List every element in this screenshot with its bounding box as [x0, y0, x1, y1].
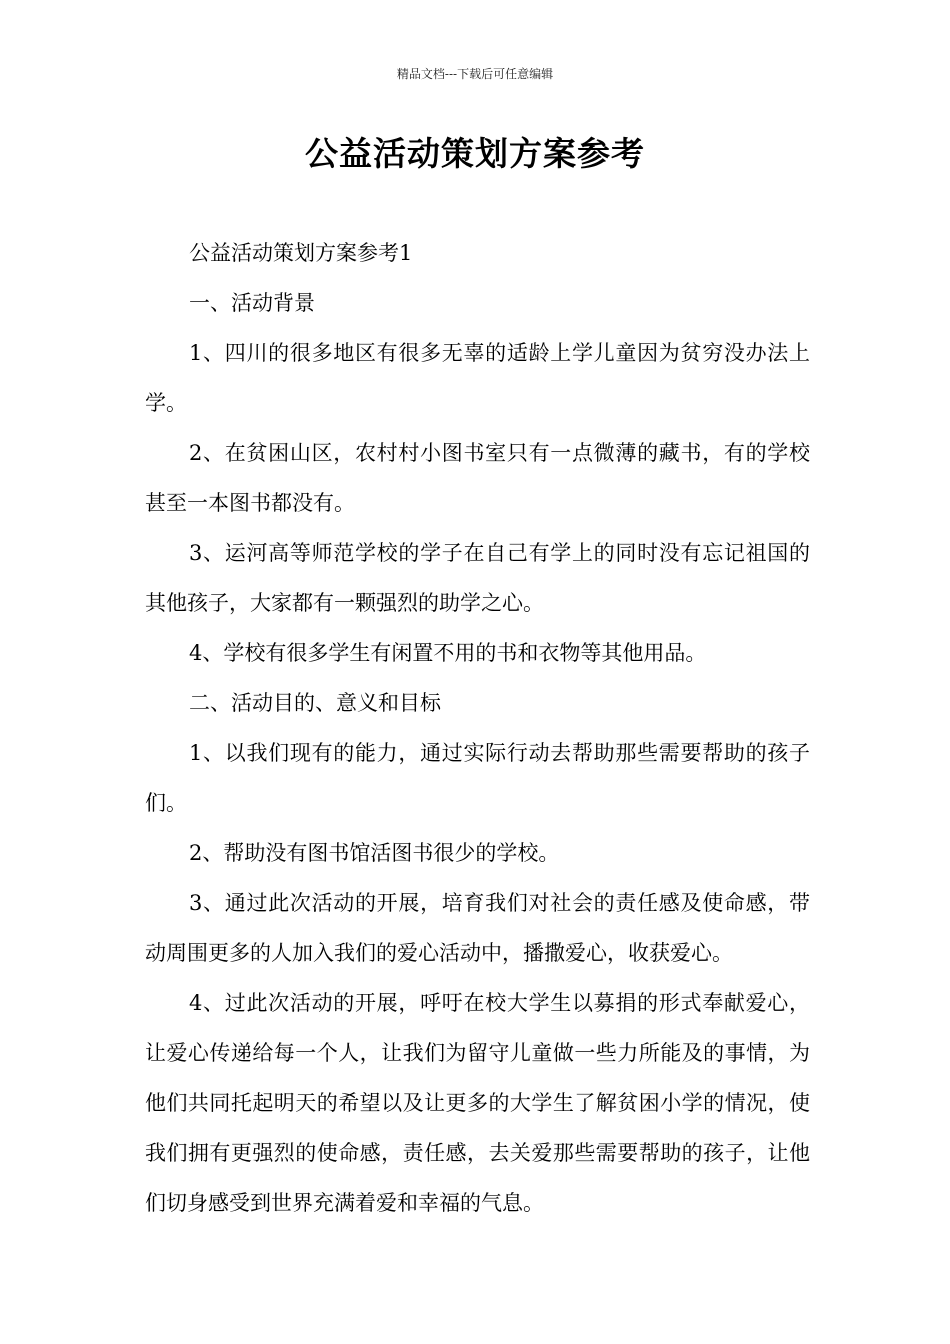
paragraph: 4、过此次活动的开展，呼吁在校大学生以募捐的形式奉献爱心，让爱心传递给每一个人，让我们为留守儿童做一些力所能及的事情，为他们共同托起明天的希望以及让更多的大学生了解贫困小学的情况，使我们拥有更强烈的使命感，责任感，去关爱那些需要帮助的孩子，让他们切身感受到世界充满着爱和幸福的气息。: [145, 991, 810, 1215]
paragraph: 3、运河高等师范学校的学子在自己有学上的同时没有忘记祖国的其他孩子，大家都有一颗强烈的助学之心。: [145, 541, 810, 615]
subsection-heading: 一、活动背景: [189, 291, 315, 315]
paragraph: 2、帮助没有图书馆活图书很少的学校。: [189, 841, 560, 865]
paragraph: 4、学校有很多学生有闲置不用的书和衣物等其他用品。: [189, 641, 707, 665]
paragraph: 3、通过此次活动的开展，培育我们对社会的责任感及使命感，带动周围更多的人加入我们的爱心活动中，播撒爱心，收获爱心。: [145, 891, 810, 965]
section-heading: 公益活动策划方案参考1: [189, 241, 413, 265]
header-note: 精品文档---下载后可任意编辑: [396, 67, 554, 81]
paragraph: 1、以我们现有的能力，通过实际行动去帮助那些需要帮助的孩子们。: [145, 741, 810, 815]
paragraph: 1、四川的很多地区有很多无辜的适龄上学儿童因为贫穷没办法上学。: [145, 341, 810, 415]
subsection-heading: 二、活动目的、意义和目标: [189, 691, 441, 715]
paragraph: 2、在贫困山区，农村村小图书室只有一点微薄的藏书，有的学校甚至一本图书都没有。: [145, 441, 810, 515]
document-body: [145, 228, 810, 1228]
document-title: 公益活动策划方案参考: [305, 134, 645, 173]
